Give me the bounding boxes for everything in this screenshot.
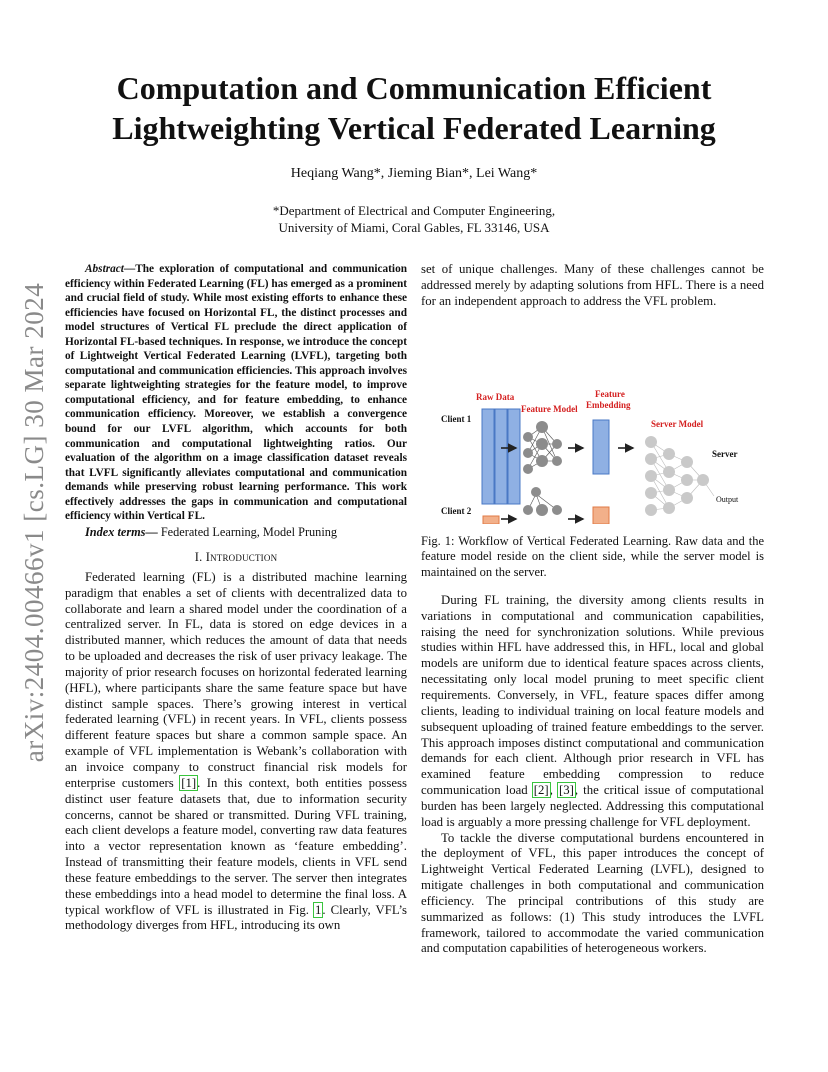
right-column bbox=[421, 262, 764, 957]
client2-feature-embedding bbox=[593, 507, 609, 524]
paper-title-line-1: Computation and Communication Efficient bbox=[116, 70, 712, 106]
right-paragraph-continued: set of unique challenges. Many of these challenges cannot be addressed merely by adapting solutions from HFL. There is a need for an independent approach to address the VFL problem. bbox=[421, 262, 764, 308]
label-feature-embedding-1: Feature bbox=[595, 388, 625, 399]
right-p2-separator: , bbox=[549, 783, 558, 798]
paper-title-line-2: Lightweighting Vertical Federated Learning bbox=[112, 110, 716, 146]
index-terms-lead: Index terms— bbox=[85, 524, 158, 539]
figure-caption: Fig. 1: Workflow of Vertical Federated Learning. Raw data and the feature model reside on the client side, while the server model is maintained on the server. bbox=[421, 533, 764, 580]
section-heading-text: I. Introduction bbox=[194, 549, 278, 564]
label-raw-data: Raw Data bbox=[476, 391, 515, 402]
abstract-lead: Abstract bbox=[85, 263, 124, 275]
client1-feature-model-nodes bbox=[523, 421, 562, 474]
figure-vfl-workflow bbox=[421, 324, 764, 524]
label-feature-embedding-2: Embedding bbox=[586, 399, 631, 410]
index-terms bbox=[65, 525, 407, 540]
figure-ref-link[interactable]: 1 bbox=[314, 902, 322, 917]
intro-text-a: Federated learning (FL) is a distributed machine learning paradigm that enables a set of clients with decentralized data to collaborate and learn a shared model under the coordination of a centralized server. In FL, data is stored on edge devices in a distributed manner, which reduces the amount of data that needs to be uploaded and decreases the risk of user privacy leakage. The majority of prior research focuses on horizontal federated learning (HFL), where participants share the same feature space but have distinct sample spaces. There’s growing interest in vertical federated learning (VFL) in recent years. In VFL, clients possess different feature spaces but share a common sample space. An example of VFL implementation is Webank’s collaboration with an invoice company to construct financial risk models for enterprise customers bbox=[65, 569, 407, 790]
affiliation-line-2: University of Miami, Coral Gables, FL 33146, USA bbox=[278, 220, 550, 235]
paper-title bbox=[80, 68, 748, 148]
client1-feature-embedding bbox=[593, 420, 609, 474]
intro-text-b: . In this context, both entities possess distinct user feature datasets that, due to information security concerns, cannot be shared or transmitted. During VFL training, each client develops a feature model, converting raw data features into a vector representation known as ‘feature embedding’. Instead of transmitting their feature models, clients in VFL send these feature embeddings to the server. The server then integrates these embeddings into a head model to determine the final loss. A typical workflow of VFL is illustrated in Fig. bbox=[65, 775, 407, 917]
arxiv-identifier bbox=[18, 282, 52, 762]
label-server-model: Server Model bbox=[651, 418, 704, 429]
right-p2-text-a: During FL training, the diversity among clients results in variations in computational and communication capabilities, raising the need for synchronization solutions. While previous studies within HFL have addressed this, in HFL, local and global models are uniform due to identical feature spaces across clients, necessitating only local model pruning to meet specific client requirements. Conversely, in VFL, feature spaces differ among clients, leading to individual training on local feature models and subsequent uploading of trained feature embeddings to the server. This approach imposes distinct computational and communication demands for each client. Although prior research in VFL has examined feature embedding compression to reduce communication load bbox=[421, 592, 764, 798]
right-paragraph-2 bbox=[421, 593, 764, 831]
label-output: Output bbox=[716, 494, 739, 504]
intro-paragraph-1 bbox=[65, 570, 407, 934]
vfl-diagram bbox=[421, 324, 764, 524]
client1-raw-data-columns bbox=[482, 409, 520, 504]
label-server: Server bbox=[712, 448, 738, 459]
intro-text-c: . Clearly, VFL’s methodology diverges from HFL, introducing its own bbox=[65, 902, 407, 933]
right-p2-text-b: , the critical issue of computational burden has been largely neglected. Addressing this computational load is arguably a more pressing challenge for VFL deployment. bbox=[421, 783, 764, 829]
label-client-2: Client 2 bbox=[441, 505, 472, 516]
abstract bbox=[65, 262, 407, 524]
label-client-1: Client 1 bbox=[441, 413, 472, 424]
left-column bbox=[65, 262, 407, 934]
section-heading-introduction bbox=[65, 550, 407, 565]
label-feature-model: Feature Model bbox=[521, 403, 578, 414]
citation-link-3[interactable]: [3] bbox=[558, 783, 574, 798]
client2-raw-data-column bbox=[483, 516, 499, 524]
affiliation bbox=[80, 202, 748, 236]
abstract-text: —The exploration of computational and communication efficiency within Federated Learning (FL) has emerged as a prominent and crucial field of study. While most existing efforts to enhance these efficiencies have focused on Horizontal FL, the distinct processes and model structures of Vertical FL preclude the direct application of Horizontal FL-based techniques. In response, we introduce the concept of Lightweight Vertical Federated Learning (LVFL), targeting both computational and communication efficiencies. This approach involves separate lightweighting strategies for the feature model, to improve computational efficiency, and for feature embedding, to enhance communication efficiency. Moreover, we establish a convergence bound for our LVFL algorithm, which accounts for both communication and computational lightweighting ratios. Our evaluation of the algorithm on a image classification dataset reveals that LVFL significantly alleviates computational and communication demands while preserving robust learning performance. This work effectively addresses the gaps in communication and computational efficiency within Vertical FL. bbox=[65, 263, 407, 523]
citation-link-2[interactable]: [2] bbox=[533, 783, 549, 798]
citation-link-1[interactable]: [1] bbox=[181, 775, 197, 790]
arxiv-identifier-text: arXiv:2404.00466v1 [cs.LG] 30 Mar 2024 bbox=[19, 282, 50, 762]
index-terms-text: Federated Learning, Model Pruning bbox=[157, 524, 338, 539]
affiliation-line-1: *Department of Electrical and Computer Engineering, bbox=[272, 203, 556, 218]
client2-feature-model-nodes bbox=[523, 487, 562, 516]
author-list: Heqiang Wang*, Jieming Bian*, Lei Wang* bbox=[290, 166, 538, 181]
right-paragraph-3: To tackle the diverse computational burdens encountered in the deployment of VFL, this paper introduces the concept of Lightweight Vertical Federated Learning (LVFL), designed to mitigate challenges in both computational and communication efficiency. The principal contributions of this study are summarized as follows: (1) This study introduces the LVFL framework, tailored to accommodate the varied communication and computation capabilities of heterogeneous workers. bbox=[421, 830, 764, 956]
